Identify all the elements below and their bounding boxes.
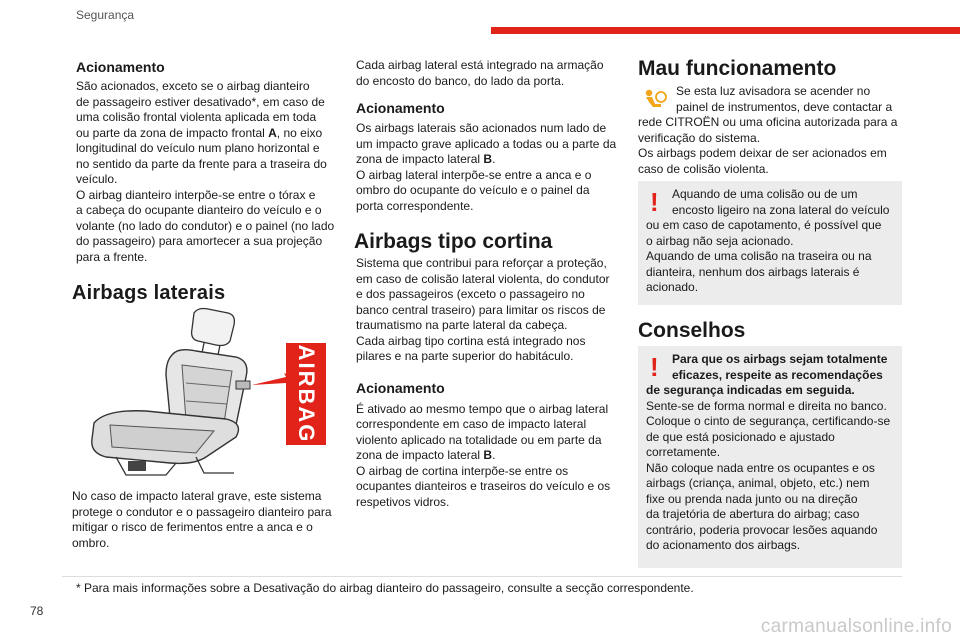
text-line: Aquando de uma colisão ou de um xyxy=(672,187,858,201)
airbag-label-text: AIRBAG xyxy=(294,344,319,444)
text-line: Aquando de uma colisão na traseira ou na xyxy=(646,249,872,263)
warning-box-conselhos xyxy=(638,346,902,568)
text-line: zona de impacto lateral B. xyxy=(356,152,496,166)
text-line: Coloque o cinto de segurança, certificando-se xyxy=(646,414,891,428)
text-line: veículo. xyxy=(76,172,118,186)
heading-conselhos: Conselhos xyxy=(638,319,746,342)
text-line: banco central traseiro) para limitar os riscos de xyxy=(356,302,606,317)
text-line: eficazes, respeite as recomendações xyxy=(672,367,883,382)
text-line: traumatismo na parte lateral da cabeça. xyxy=(356,318,568,332)
watermark: carmanualsonline.info xyxy=(760,616,952,637)
section-title: Segurança xyxy=(76,8,135,22)
text-line: pilares e na parte superior do habitáculo. xyxy=(356,349,574,363)
text-line: correspondente em caso de impacto lateral xyxy=(356,417,587,431)
paragraph-rede-citroen xyxy=(638,115,906,177)
text-line: da trajetória de abertura do airbag; caso xyxy=(646,507,860,521)
warning-bold-top xyxy=(672,352,900,383)
paragraph-impacto-lateral xyxy=(72,489,344,551)
warning-box-colisao xyxy=(638,181,902,305)
text-line: São acionados, exceto se o airbag dianteiro xyxy=(76,79,310,93)
text-line: Os airbags laterais são acionados num lado de xyxy=(356,121,607,135)
text-line: O airbag de cortina interpõe-se entre os xyxy=(356,463,569,478)
text-line: Se esta luz avisadora se acender no xyxy=(676,84,871,98)
text-line: de que está posicionado e ajustado xyxy=(646,429,835,444)
heading-acionamento: Acionamento xyxy=(356,100,445,116)
heading-acionamento: Acionamento xyxy=(356,379,445,396)
warning-text-rest xyxy=(646,383,900,554)
footnote-divider xyxy=(62,576,902,577)
text-line: encosto ligeiro na zona lateral do veículo xyxy=(672,202,890,217)
text-line: de segurança indicadas em seguida. xyxy=(646,383,855,397)
text-line: do passageiro) para amortecer a sua projeção xyxy=(76,234,323,248)
text-line: o airbag não seja acionado. xyxy=(646,233,794,248)
text-line: respetivos vidros. xyxy=(356,494,450,509)
text-line: volante (no lado do condutor) e o painel (no lado xyxy=(76,218,335,233)
footnote: * Para mais informações sobre a Desativação do airbag dianteiro do passageiro, consulte a secção correspondente. xyxy=(76,581,694,595)
column-2 xyxy=(356,58,624,214)
text-line: mitigar o risco de ferimentos entre a anca e o xyxy=(72,520,313,534)
text-line: Não coloque nada entre os ocupantes e os xyxy=(646,460,875,475)
text-line: do acionamento dos airbags. xyxy=(646,538,801,552)
text-line: fixe ou prenda nada junto ou na direção xyxy=(646,491,858,506)
text-line: uma colisão frontal violenta aplicada em toda xyxy=(76,110,317,124)
text-line: Cada airbag tipo cortina está integrado nos xyxy=(356,333,586,348)
text-line: zona de impacto lateral B. xyxy=(356,448,496,462)
text-line: ombro. xyxy=(72,535,110,550)
text-line: dianteira, nenhum dos airbags laterais é xyxy=(646,264,860,279)
text-line: acionado. xyxy=(646,280,699,294)
text-line: ombro do ocupante do veículo e o painel da xyxy=(356,183,590,197)
text-line: violento aplicado na totalidade ou em parte da xyxy=(356,432,602,447)
text-line: longitudinal do veículo num plano horizontal e xyxy=(76,141,320,155)
exclamation-warning-icon: ! xyxy=(650,352,659,382)
text-line: e dos passageiros (exceto o passageiro no xyxy=(356,287,585,301)
paragraph-acionamento-frontal xyxy=(76,79,344,265)
text-line: verificação do sistema. xyxy=(638,130,761,145)
text-line: ou em caso de capotamento, é possível que xyxy=(646,218,882,232)
text-line: Os airbags podem deixar de ser acionados em xyxy=(638,146,887,160)
text-line: um impacto grave aplicado a todas ou a parte da xyxy=(356,136,617,151)
text-line: Sente-se de forma normal e direita no banco. xyxy=(646,398,887,413)
heading-airbags-cortina: Airbags tipo cortina xyxy=(354,230,553,253)
text-line: O airbag dianteiro interpõe-se entre o tórax e xyxy=(76,187,316,202)
text-line: No caso de impacto lateral grave, este sistema xyxy=(72,489,322,503)
text-line: Para que os airbags sejam totalmente xyxy=(672,352,888,366)
text-line: Sistema que contribui para reforçar a proteção, xyxy=(356,256,607,270)
text-line: É ativado ao mesmo tempo que o airbag lateral xyxy=(356,401,609,416)
text-line: corretamente. xyxy=(646,445,721,459)
text-line: protege o condutor e o passageiro dianteiro para xyxy=(72,504,332,519)
heading-airbags-laterais: Airbags laterais xyxy=(72,282,226,304)
column-1 xyxy=(76,58,344,265)
airbag-label-tag xyxy=(286,343,326,445)
text-line: caso de colisão violenta. xyxy=(638,161,769,176)
airbag-warning-light-icon xyxy=(640,88,668,112)
text-line: Cada airbag lateral está integrado na armação xyxy=(356,58,604,72)
text-line: ou parte da zona de impacto frontal A, no eixo xyxy=(76,125,323,140)
text-line: a cabeça do ocupante dianteiro do veículo e o xyxy=(76,203,322,217)
text-line: O airbag lateral interpõe-se entre a anca e o xyxy=(356,167,592,182)
text-line: para a frente. xyxy=(76,249,148,264)
heading-acionamento: Acionamento xyxy=(76,59,165,75)
text-line: rede CITROËN ou uma oficina autorizada para a xyxy=(638,115,898,129)
header-accent-bar xyxy=(491,27,960,34)
page-number: 78 xyxy=(30,604,44,618)
warning-text-top xyxy=(672,187,900,218)
heading-mau-funcionamento: Mau funcionamento xyxy=(638,57,837,80)
text-line: de passageiro estiver desativado*, em caso de xyxy=(76,94,325,109)
text-line: do encosto do banco, do lado da porta. xyxy=(356,73,565,88)
text-line: airbags (criança, animal, objeto, etc.) nem xyxy=(646,476,870,490)
text-line: em caso de colisão lateral violenta, do condutor xyxy=(356,271,610,286)
text-line: porta correspondente. xyxy=(356,198,474,213)
paragraph-luz-avisadora xyxy=(676,84,906,115)
text-line: no sentido da parte da frente para a traseira do xyxy=(76,156,327,171)
exclamation-warning-icon: ! xyxy=(650,187,659,217)
warning-text-rest xyxy=(646,218,900,296)
text-line: ocupantes dianteiros e traseiros do veículo e os xyxy=(356,479,611,493)
paragraph-cortina xyxy=(356,256,624,510)
text-line: painel de instrumentos, deve contactar a xyxy=(676,99,893,114)
text-line: contrário, poderia provocar lesões aquando xyxy=(646,522,878,537)
